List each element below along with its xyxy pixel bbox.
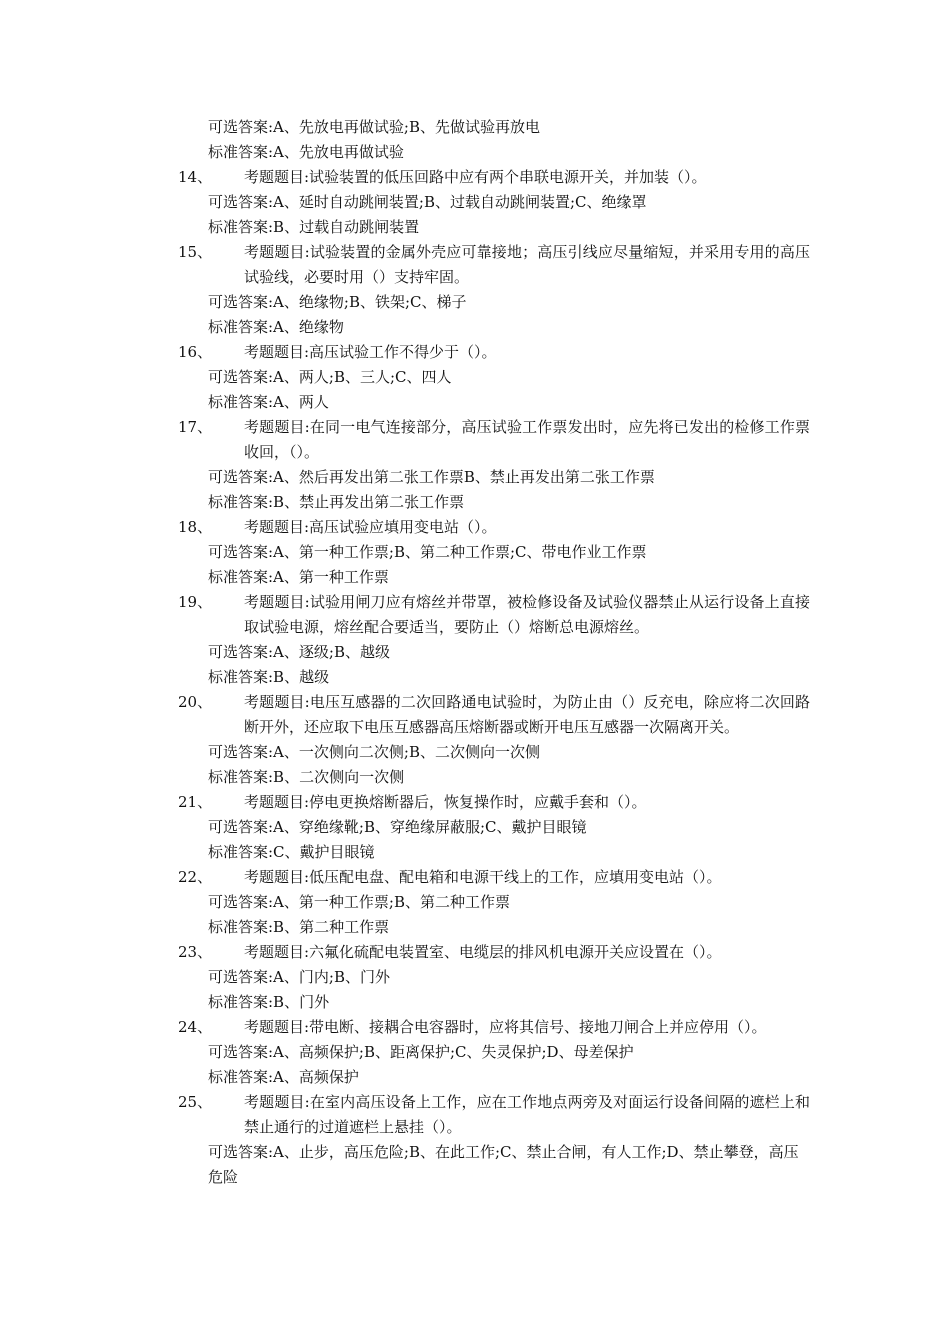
question-number: 25、: [178, 1093, 213, 1111]
answer-line: 标准答案:A、第一种工作票: [208, 568, 389, 586]
answer-line: 标准答案:B、门外: [208, 993, 330, 1011]
question-number: 14、: [178, 168, 213, 186]
question-item: [178, 415, 810, 465]
question-number: 20、: [178, 693, 213, 711]
question-text: 考题题目:高压试验应填用变电站（）。: [244, 518, 497, 536]
answer-line: 标准答案:A、高频保护: [208, 1068, 359, 1086]
question-item: [178, 1015, 810, 1040]
option-line: 可选答案:A、门内;B、门外: [208, 968, 390, 986]
answer-line: 标准答案:C、戴护目眼镜: [208, 843, 375, 861]
option-line: 可选答案:A、两人;B、三人;C、四人: [208, 368, 452, 386]
question-item: [178, 865, 810, 890]
question-number: 17、: [178, 418, 213, 436]
question-number: 15、: [178, 243, 213, 261]
answer-line: 标准答案:B、越级: [208, 668, 330, 686]
question-text: 考题题目:试验装置的低压回路中应有两个串联电源开关，并加装（）。: [244, 168, 707, 186]
option-line: 可选答案:A、第一种工作票;B、第二种工作票: [208, 893, 510, 911]
question-item: [178, 340, 810, 365]
answer-line: 标准答案:A、两人: [208, 393, 329, 411]
question-number: 18、: [178, 518, 213, 536]
option-line: 可选答案:A、逐级;B、越级: [208, 643, 390, 661]
answer-line: 标准答案:B、禁止再发出第二张工作票: [208, 493, 465, 511]
question-number: 19、: [178, 593, 213, 611]
question-text: 考题题目:试验装置的金属外壳应可靠接地；高压引线应尽量缩短，并采用专用的高压试验线，必要时用（）支持牢固。: [244, 243, 810, 286]
option-line: 可选答案:A、高频保护;B、距离保护;C、失灵保护;D、母差保护: [208, 1043, 634, 1061]
answer-line: 标准答案:B、过载自动跳闸装置: [208, 218, 420, 236]
question-text: 考题题目:电压互感器的二次回路通电试验时，为防止由（）反充电，除应将二次回路断开外，还应取下电压互感器高压熔断器或断开电压互感器一次隔离开关。: [244, 693, 810, 736]
question-text: 考题题目:低压配电盘、配电箱和电源干线上的工作，应填用变电站（）。: [244, 868, 722, 886]
answer-line: 标准答案:A、先放电再做试验: [208, 143, 404, 161]
question-text: 考题题目:试验用闸刀应有熔丝并带罩，被检修设备及试验仪器禁止从运行设备上直接取试验电源，熔丝配合要适当，要防止（）熔断总电源熔丝。: [244, 593, 810, 636]
question-item: [178, 590, 810, 640]
question-item: [178, 1090, 810, 1140]
question-text: 考题题目:在室内高压设备上工作，应在工作地点两旁及对面运行设备间隔的遮栏上和禁止通行的过道遮栏上悬挂（）。: [244, 1093, 810, 1136]
question-item: [178, 515, 810, 540]
question-item: [178, 165, 810, 190]
option-line: 可选答案:A、穿绝缘靴;B、穿绝缘屏蔽服;C、戴护目眼镜: [208, 818, 587, 836]
question-item: [178, 790, 810, 815]
question-text: 考题题目:在同一电气连接部分，高压试验工作票发出时，应先将已发出的检修工作票收回，（）。: [244, 418, 810, 461]
option-line: 可选答案:A、绝缘物;B、铁架;C、梯子: [208, 293, 467, 311]
question-item: [178, 690, 810, 740]
answer-line: 标准答案:B、二次侧向一次侧: [208, 768, 405, 786]
question-text: 考题题目:六氟化硫配电装置室、电缆层的排风机电源开关应设置在（）。: [244, 943, 722, 961]
question-list: [178, 115, 810, 1190]
option-line: 可选答案:A、延时自动跳闸装置;B、过载自动跳闸装置;C、绝缘罩: [208, 193, 647, 211]
question-number: 22、: [178, 868, 213, 886]
question-number: 23、: [178, 943, 213, 961]
option-line: 可选答案:A、然后再发出第二张工作票B、禁止再发出第二张工作票: [208, 468, 655, 486]
answer-line: 标准答案:A、绝缘物: [208, 318, 344, 336]
option-line: 可选答案:A、止步，高压危险;B、在此工作;C、禁止合闸，有人工作;D、禁止攀登，高压危险: [208, 1143, 799, 1186]
question-item: [178, 240, 810, 290]
question-number: 21、: [178, 793, 213, 811]
option-line: 可选答案:A、先放电再做试验;B、先做试验再放电: [208, 118, 540, 136]
question-number: 16、: [178, 343, 213, 361]
question-text: 考题题目:停电更换熔断器后，恢复操作时，应戴手套和（）。: [244, 793, 647, 811]
question-text: 考题题目:带电断、接耦合电容器时，应将其信号、接地刀闸合上并应停用（）。: [244, 1018, 767, 1036]
option-line: 可选答案:A、一次侧向二次侧;B、二次侧向一次侧: [208, 743, 540, 761]
question-number: 24、: [178, 1018, 213, 1036]
answer-line: 标准答案:B、第二种工作票: [208, 918, 390, 936]
option-line: 可选答案:A、第一种工作票;B、第二种工作票;C、带电作业工作票: [208, 543, 647, 561]
question-text: 考题题目:高压试验工作不得少于（）。: [244, 343, 497, 361]
question-item: [178, 940, 810, 965]
